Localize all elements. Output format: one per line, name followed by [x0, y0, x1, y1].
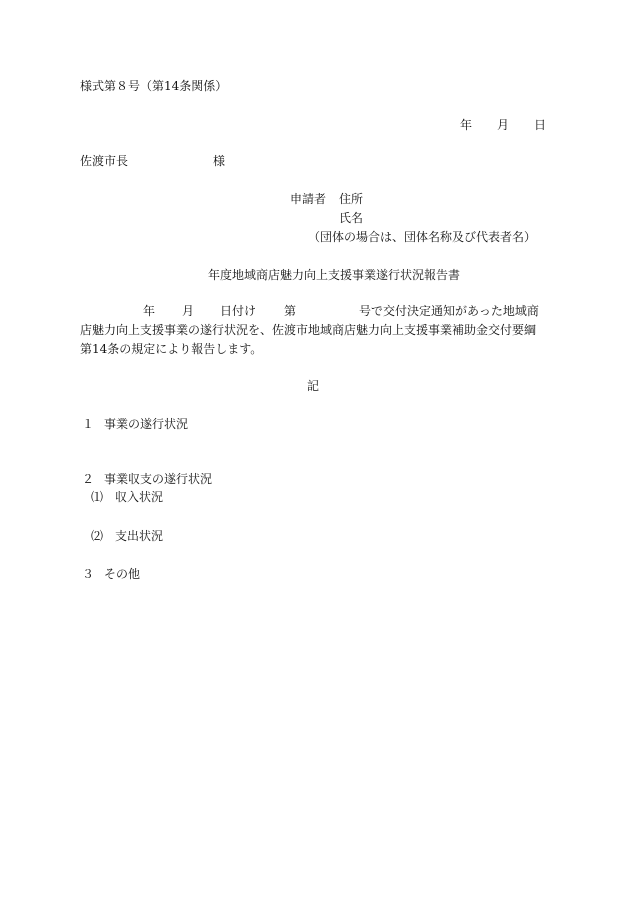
body-day: 日付け [220, 304, 257, 318]
document-title: 年度地域商店魅力向上支援事業遂行状況報告書 [208, 268, 461, 282]
body-line3: 第14条の規定により報告します。 [80, 342, 263, 356]
section-1-number: １ [82, 417, 95, 431]
body-month: 月 [182, 304, 195, 318]
section-3-number: ３ [82, 567, 95, 581]
section-2-number: ２ [82, 472, 95, 486]
applicant-label: 申請者 [290, 192, 327, 206]
date-year-label: 年 [460, 118, 473, 132]
date-day-label: 日 [534, 118, 547, 132]
section-2-label: 事業収支の遂行状況 [104, 472, 213, 486]
section-1-label: 事業の遂行状況 [104, 417, 189, 431]
addressee-honorific: 様 [213, 154, 226, 168]
body-year: 年 [143, 304, 156, 318]
ki-heading: 記 [307, 379, 320, 393]
applicant-name-label: 氏名 [339, 211, 364, 225]
applicant-note: （団体の場合は、団体名称及び代表者名） [308, 230, 537, 244]
body-line2: 店魅力向上支援事業の遂行状況を、佐渡市地域商店魅力向上支援事業補助金交付要綱 [80, 323, 537, 337]
body-line1-rest: 号で交付決定通知があった地域商 [359, 304, 539, 318]
section-2-2-label: 支出状況 [115, 529, 164, 543]
section-2-1-number: ⑴ [91, 490, 104, 504]
form-number: 様式第８号（第14条関係） [80, 79, 228, 93]
applicant-address-label: 住所 [339, 192, 364, 206]
section-2-2-number: ⑵ [91, 529, 104, 543]
date-month-label: 月 [497, 118, 510, 132]
body-dai: 第 [284, 304, 297, 318]
section-3-label: その他 [104, 567, 141, 581]
section-2-1-label: 収入状況 [115, 490, 164, 504]
addressee-name: 佐渡市長 [80, 154, 129, 168]
